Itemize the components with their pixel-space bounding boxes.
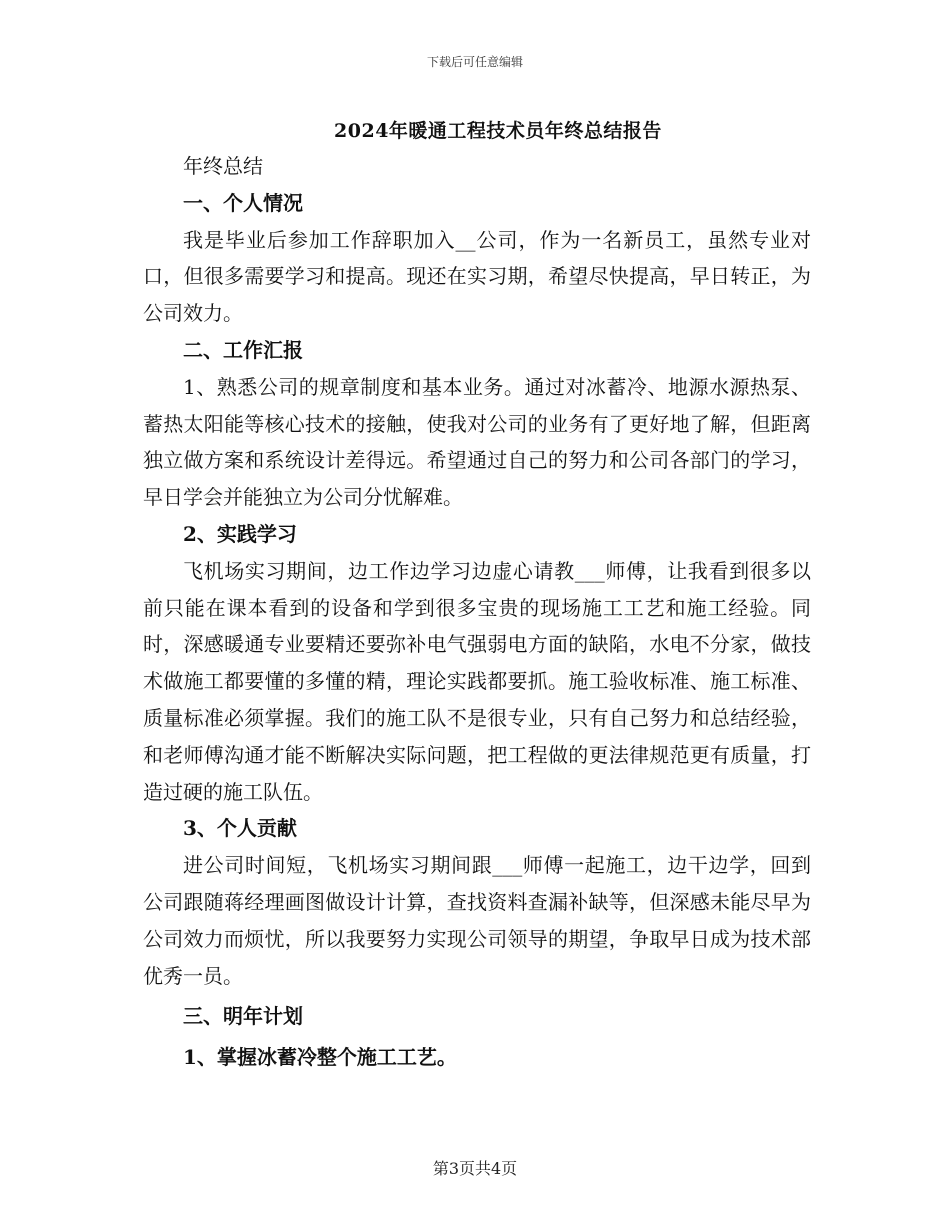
document-body [143,148,811,1076]
section-2-item-2-heading: 2、实践学习 [183,521,297,546]
section-2-item-3-heading: 3、个人贡献 [183,816,297,841]
section-3-heading: 三、明年计划 [183,1004,303,1029]
header-note: 下载后可任意编辑 [426,55,523,69]
section-1-paragraph: 我是毕业后参加工作辞职加入__公司，作为一名新员工，虽然专业对口，但很多需要学习和提高。现还在实习期，希望尽快提高，早日转正，为公司效力。 [143,227,811,326]
section-2-item-1: 1、熟悉公司的规章制度和基本业务。通过对冰蓄冷、地源水源热泵、蓄热太阳能等核心技术的接触，使我对公司的业务有了更好地了解，但距离独立做方案和系统设计差得远。希望通过自己的努力和公司各部门的学习，早日学会并能独立为公司分忧解难。 [143,374,811,510]
section-2-heading: 二、工作汇报 [183,337,303,362]
section-2-item-3-paragraph: 进公司时间短，飞机场实习期间跟___师傅一起施工，边干边学，回到公司跟随蒋经理画图做设计计算，查找资料查漏补缺等，但深感未能尽早为公司效力而烦忧，所以我要努力实现公司领导的期望，争取早日成为技术部优秀一员。 [143,853,811,988]
document-title: 2024年暖通工程技术员年终总结报告 [334,120,662,142]
summary-label: 年终总结 [183,154,263,178]
page-number: 第3页共4页 [432,1159,518,1178]
section-1-heading: 一、个人情况 [183,190,303,215]
section-2-item-2-paragraph: 飞机场实习期间，边工作边学习边虚心请教___师傅，让我看到很多以前只能在课本看到的设备和学到很多宝贵的现场施工工艺和施工经验。同时，深感暖通专业要精还要弥补电气强弱电方面的缺陷，水电不分家，做技术做施工都要懂的多懂的精，理论实践都要抓。施工验收标准、施工标准、质量标准必须掌握。我们的施工队不是很专业，只有自己努力和总结经验，和老师傅沟通才能不断解决实际问题，把工程做的更法律规范更有质量，打造过硬的施工队伍。 [143,558,811,804]
section-3-item-1-heading: 1、掌握冰蓄冷整个施工工艺。 [183,1045,457,1070]
